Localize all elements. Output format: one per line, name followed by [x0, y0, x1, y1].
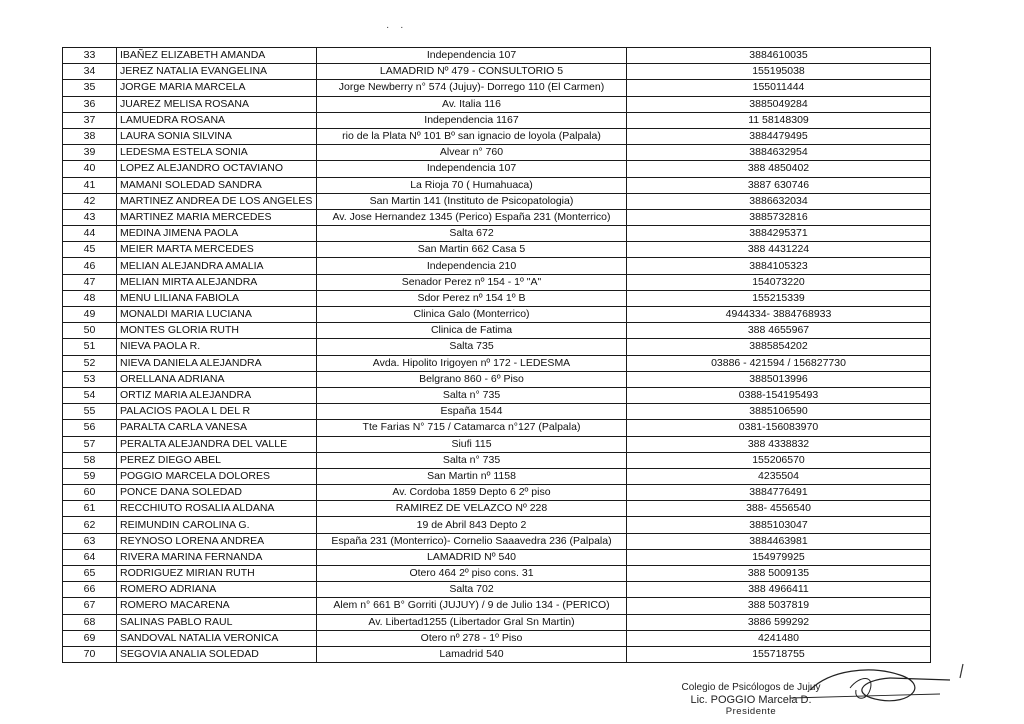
table-row [63, 566, 931, 582]
row-number: 62 [63, 517, 117, 533]
stamp-title: Presidente [725, 706, 777, 717]
address-cell: España 231 (Monterrico)- Cornelio Saaavedra 236 (Palpala) [317, 533, 627, 549]
row-number: 54 [63, 387, 117, 403]
address-cell: Av. Jose Hernandez 1345 (Perico) España 231 (Monterrico) [317, 209, 627, 225]
person-name: REYNOSO LORENA ANDREA [117, 533, 317, 549]
table-row [63, 290, 931, 306]
person-name: ORELLANA ADRIANA [117, 371, 317, 387]
row-number: 39 [63, 145, 117, 161]
pen-mark [955, 662, 975, 682]
phone-cell: 155011444 [627, 80, 931, 96]
person-name: ROMERO MACARENA [117, 598, 317, 614]
table-row [63, 485, 931, 501]
address-cell: Independencia 107 [317, 161, 627, 177]
institution-stamp [676, 682, 826, 718]
table-row [63, 128, 931, 144]
phone-cell: 388 4850402 [627, 161, 931, 177]
table-row [63, 177, 931, 193]
address-cell: Salta 735 [317, 339, 627, 355]
table-row [63, 387, 931, 403]
phone-cell: 3885732816 [627, 209, 931, 225]
person-name: MAMANI SOLEDAD SANDRA [117, 177, 317, 193]
address-cell: Otero 464 2º piso cons. 31 [317, 566, 627, 582]
row-number: 48 [63, 290, 117, 306]
stamp-institution: Colegio de Psicólogos de Jujuy [681, 682, 821, 693]
table-row [63, 614, 931, 630]
address-cell: Lamadrid 540 [317, 646, 627, 662]
table-row [63, 258, 931, 274]
person-name: POGGIO MARCELA DOLORES [117, 468, 317, 484]
address-cell: Av. Cordoba 1859 Depto 6 2º piso [317, 485, 627, 501]
phone-cell: 388 4338832 [627, 436, 931, 452]
row-number: 58 [63, 452, 117, 468]
table-row [63, 517, 931, 533]
row-number: 34 [63, 64, 117, 80]
table-row [63, 64, 931, 80]
phone-cell: 0381-156083970 [627, 420, 931, 436]
table-row [63, 533, 931, 549]
row-number: 66 [63, 582, 117, 598]
row-number: 41 [63, 177, 117, 193]
row-number: 36 [63, 96, 117, 112]
phone-cell: 3886 599292 [627, 614, 931, 630]
person-name: JUAREZ MELISA ROSANA [117, 96, 317, 112]
phone-cell: 4944334- 3884768933 [627, 307, 931, 323]
phone-cell: 155215339 [627, 290, 931, 306]
address-cell: Independencia 210 [317, 258, 627, 274]
address-cell: Avda. Hipolito Irigoyen nº 172 - LEDESMA [317, 355, 627, 371]
person-name: PONCE DANA SOLEDAD [117, 485, 317, 501]
phone-cell: 3884632954 [627, 145, 931, 161]
person-name: PALACIOS PAOLA L DEL R [117, 404, 317, 420]
table-body [63, 48, 931, 663]
table-row [63, 323, 931, 339]
address-cell: Salta n° 735 [317, 452, 627, 468]
phone-cell: 3884105323 [627, 258, 931, 274]
address-cell: San Martin 141 (Instituto de Psicopatologia) [317, 193, 627, 209]
table-row [63, 193, 931, 209]
person-name: LAMUEDRA ROSANA [117, 112, 317, 128]
phone-cell: 03886 - 421594 / 156827730 [627, 355, 931, 371]
person-name: JEREZ NATALIA EVANGELINA [117, 64, 317, 80]
address-cell: Jorge Newberry n° 574 (Jujuy)- Dorrego 110 (El Carmen) [317, 80, 627, 96]
table-row [63, 582, 931, 598]
address-cell: España 1544 [317, 404, 627, 420]
table-row [63, 452, 931, 468]
person-name: MELIAN ALEJANDRA AMALIA [117, 258, 317, 274]
person-name: MEIER MARTA MERCEDES [117, 242, 317, 258]
stamp-signatory: Lic. POGGIO Marcela D. [690, 694, 812, 706]
row-number: 35 [63, 80, 117, 96]
phone-cell: 3886632034 [627, 193, 931, 209]
person-name: PARALTA CARLA VANESA [117, 420, 317, 436]
row-number: 45 [63, 242, 117, 258]
phone-cell: 3887 630746 [627, 177, 931, 193]
address-cell: San Martin 662 Casa 5 [317, 242, 627, 258]
phone-cell: 3884776491 [627, 485, 931, 501]
table-row [63, 226, 931, 242]
address-cell: San Martin nº 1158 [317, 468, 627, 484]
row-number: 55 [63, 404, 117, 420]
row-number: 67 [63, 598, 117, 614]
address-cell: Clinica Galo (Monterrico) [317, 307, 627, 323]
table-row [63, 209, 931, 225]
person-name: LOPEZ ALEJANDRO OCTAVIANO [117, 161, 317, 177]
person-name: NIEVA PAOLA R. [117, 339, 317, 355]
phone-cell: 4235504 [627, 468, 931, 484]
phone-cell: 155206570 [627, 452, 931, 468]
table-row [63, 404, 931, 420]
table-row [63, 307, 931, 323]
phone-cell: 4241480 [627, 630, 931, 646]
address-cell: 19 de Abril 843 Depto 2 [317, 517, 627, 533]
phone-cell: 3885103047 [627, 517, 931, 533]
person-name: MELIAN MIRTA ALEJANDRA [117, 274, 317, 290]
address-cell: Tte Farias N° 715 / Catamarca n°127 (Palpala) [317, 420, 627, 436]
table-row [63, 468, 931, 484]
row-number: 33 [63, 48, 117, 64]
table-row [63, 355, 931, 371]
row-number: 49 [63, 307, 117, 323]
table-row [63, 371, 931, 387]
phone-cell: 154073220 [627, 274, 931, 290]
address-cell: Alvear n° 760 [317, 145, 627, 161]
address-cell: Alem n° 661 B° Gorriti (JUJUY) / 9 de Julio 134 - (PERICO) [317, 598, 627, 614]
address-cell: Av. Libertad1255 (Libertador Gral Sn Martin) [317, 614, 627, 630]
phone-cell: 3885013996 [627, 371, 931, 387]
person-name: NIEVA DANIELA ALEJANDRA [117, 355, 317, 371]
person-name: JORGE MARIA MARCELA [117, 80, 317, 96]
phone-cell: 3884610035 [627, 48, 931, 64]
person-name: RECCHIUTO ROSALIA ALDANA [117, 501, 317, 517]
address-cell: RAMIREZ DE VELAZCO Nº 228 [317, 501, 627, 517]
phone-cell: 155195038 [627, 64, 931, 80]
row-number: 65 [63, 566, 117, 582]
person-name: MONTES GLORIA RUTH [117, 323, 317, 339]
scan-specks: · · [386, 22, 408, 33]
phone-cell: 155718755 [627, 646, 931, 662]
person-name: MARTINEZ ANDREA DE LOS ANGELES [117, 193, 317, 209]
phone-cell: 388 5009135 [627, 566, 931, 582]
table-row [63, 96, 931, 112]
row-number: 61 [63, 501, 117, 517]
person-name: SEGOVIA ANALIA SOLEDAD [117, 646, 317, 662]
address-cell: Salta 672 [317, 226, 627, 242]
row-number: 43 [63, 209, 117, 225]
address-cell: Clinica de Fatima [317, 323, 627, 339]
table-row [63, 80, 931, 96]
phone-cell: 3885106590 [627, 404, 931, 420]
address-cell: Sdor Perez nº 154 1º B [317, 290, 627, 306]
row-number: 69 [63, 630, 117, 646]
table-row [63, 501, 931, 517]
address-cell: Salta n° 735 [317, 387, 627, 403]
phone-cell: 11 58148309 [627, 112, 931, 128]
person-name: REIMUNDIN CAROLINA G. [117, 517, 317, 533]
row-number: 37 [63, 112, 117, 128]
row-number: 44 [63, 226, 117, 242]
person-name: SALINAS PABLO RAUL [117, 614, 317, 630]
row-number: 46 [63, 258, 117, 274]
row-number: 64 [63, 549, 117, 565]
row-number: 38 [63, 128, 117, 144]
table-row [63, 112, 931, 128]
phone-cell: 388 4655967 [627, 323, 931, 339]
row-number: 47 [63, 274, 117, 290]
address-cell: Siufi 115 [317, 436, 627, 452]
table-row [63, 436, 931, 452]
table-row [63, 339, 931, 355]
person-name: LAURA SONIA SILVINA [117, 128, 317, 144]
person-name: MEDINA JIMENA PAOLA [117, 226, 317, 242]
person-name: RODRIGUEZ MIRIAN RUTH [117, 566, 317, 582]
table-row [63, 274, 931, 290]
row-number: 60 [63, 485, 117, 501]
psychologists-table [62, 47, 931, 663]
phone-cell: 3884479495 [627, 128, 931, 144]
table-row [63, 48, 931, 64]
phone-cell: 388 4431224 [627, 242, 931, 258]
table-row [63, 420, 931, 436]
table-row [63, 598, 931, 614]
table-row [63, 549, 931, 565]
person-name: SANDOVAL NATALIA VERONICA [117, 630, 317, 646]
phone-cell: 388 4966411 [627, 582, 931, 598]
row-number: 59 [63, 468, 117, 484]
row-number: 57 [63, 436, 117, 452]
row-number: 50 [63, 323, 117, 339]
address-cell: Av. Italia 116 [317, 96, 627, 112]
phone-cell: 388- 4556540 [627, 501, 931, 517]
person-name: ROMERO ADRIANA [117, 582, 317, 598]
row-number: 63 [63, 533, 117, 549]
row-number: 40 [63, 161, 117, 177]
table-row [63, 630, 931, 646]
person-name: PERALTA ALEJANDRA DEL VALLE [117, 436, 317, 452]
person-name: MONALDI MARIA LUCIANA [117, 307, 317, 323]
address-cell: La Rioja 70 ( Humahuaca) [317, 177, 627, 193]
person-name: MENU LILIANA FABIOLA [117, 290, 317, 306]
address-cell: LAMADRID Nº 479 - CONSULTORIO 5 [317, 64, 627, 80]
phone-cell: 3885049284 [627, 96, 931, 112]
address-cell: LAMADRID Nº 540 [317, 549, 627, 565]
row-number: 53 [63, 371, 117, 387]
address-cell: Independencia 107 [317, 48, 627, 64]
person-name: IBAÑEZ ELIZABETH AMANDA [117, 48, 317, 64]
address-cell: Belgrano 860 - 6º Piso [317, 371, 627, 387]
row-number: 51 [63, 339, 117, 355]
row-number: 70 [63, 646, 117, 662]
address-cell: Senador Perez nº 154 - 1º "A" [317, 274, 627, 290]
phone-cell: 3884295371 [627, 226, 931, 242]
phone-cell: 3884463981 [627, 533, 931, 549]
person-name: LEDESMA ESTELA SONIA [117, 145, 317, 161]
row-number: 68 [63, 614, 117, 630]
address-cell: Salta 702 [317, 582, 627, 598]
table-row [63, 242, 931, 258]
table-row [63, 161, 931, 177]
phone-cell: 154979925 [627, 549, 931, 565]
address-cell: rio de la Plata Nº 101 Bº san ignacio de loyola (Palpala) [317, 128, 627, 144]
person-name: RIVERA MARINA FERNANDA [117, 549, 317, 565]
row-number: 56 [63, 420, 117, 436]
address-cell: Otero nº 278 - 1º Piso [317, 630, 627, 646]
row-number: 52 [63, 355, 117, 371]
row-number: 42 [63, 193, 117, 209]
person-name: ORTIZ MARIA ALEJANDRA [117, 387, 317, 403]
table-row [63, 145, 931, 161]
phone-cell: 388 5037819 [627, 598, 931, 614]
phone-cell: 0388-154195493 [627, 387, 931, 403]
address-cell: Independencia 1167 [317, 112, 627, 128]
person-name: MARTINEZ MARIA MERCEDES [117, 209, 317, 225]
person-name: PEREZ DIEGO ABEL [117, 452, 317, 468]
phone-cell: 3885854202 [627, 339, 931, 355]
